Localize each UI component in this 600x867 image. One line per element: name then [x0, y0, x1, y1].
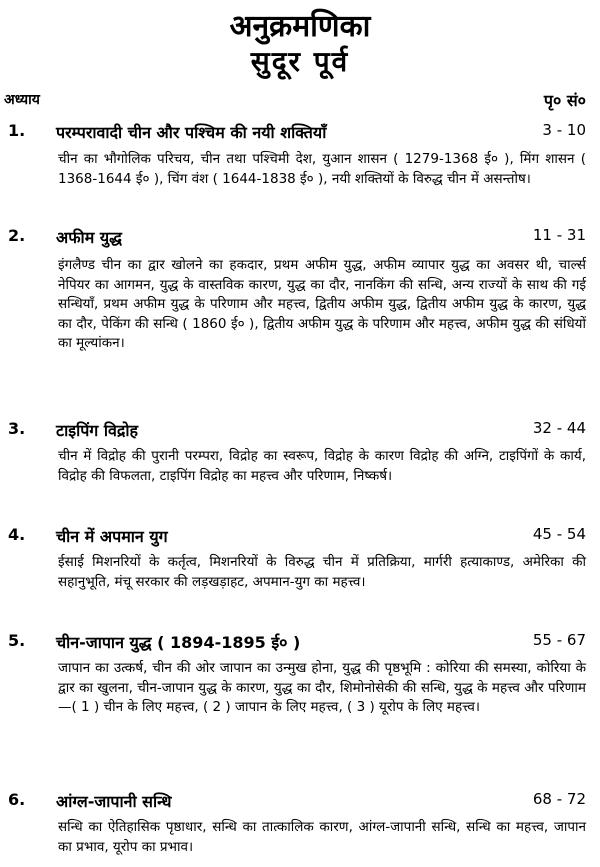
chapter-description: चीन में विद्रोह की पुरानी परम्परा, विद्रोह का स्वरूप, विद्रोह के कारण विद्रोह की अग्नि, टाइपिंगों के कार्य, विद्रोह की विफलता, टाइपिंग विद्रोह का महत्त्व और परिणाम, निष्कर्ष।: [58, 448, 586, 484]
chapter-title: चीन-जापान युद्ध ( 1894-1895 ई० ): [56, 633, 301, 652]
chapter-description: ईसाई मिशनरियों के कर्तृत्व, मिशनरियों के विरुद्ध चीन में प्रतिक्रिया, मार्गरी हत्याकाण्ड, अमेरिका की सहानुभूति, मंचू सरकार की लड़खड़ाहट, अपमान-युग का महत्त्व।: [58, 554, 586, 590]
chapter-pages: 11 - 31: [532, 226, 586, 244]
chapter-pages: 3 - 10: [542, 121, 586, 139]
chapter-description: सन्धि का ऐतिहासिक पृष्ठाधार, सन्धि का तात्कालिक कारण, आंग्ल-जापानी सन्धि, सन्धि का महत्त्व, जापान का प्रभाव, यूरोप का प्रभाव।: [58, 819, 586, 855]
chapter-title: अफीम युद्ध: [56, 228, 122, 247]
chapter-number: 5.: [8, 631, 26, 650]
chapter-pages: 55 - 67: [532, 631, 586, 649]
chapter-description: जापान का उत्कर्ष, चीन की ओर जापान का उन्मुख होना, युद्ध की पृष्ठभूमि : कोरिया की समस्या, कोरिया के द्वार का खुलना, चीन-जापान युद्ध के कारण, युद्ध का दौर, शिमोनोसेकी की सन्धि, युद्ध के महत्त्व और परिणाम—( 1 ) चीन के लिए महत्त्व, ( 2 ) जापान के लिए महत्त्व, ( 3 ) यूरोप के लिए महत्त्व।: [58, 660, 586, 715]
chapter-description: इंगलैण्ड चीन का द्वार खोलने का हकदार, प्रथम अफीम युद्ध, अफीम व्यापार युद्ध का अवसर थी, चार्ल्स नेपियर का आगमन, युद्ध के वास्तविक कारण, युद्ध का दौर, नानकिंग की सन्धि, अन्य राज्यों के साथ की गई सन्धियाँ, प्रथम अफीम युद्ध के परिणाम और महत्त्व, द्वितीय अफीम युद्ध, द्वितीय अफीम युद्ध के कारण, युद्ध का दौर, पेकिंग की सन्धि ( 1860 ई० ), द्वितीय अफीम युद्ध के परिणाम और महत्त्व, अफीम युद्ध की संधियों का मूल्यांकन।: [58, 257, 586, 351]
chapter-number: 1.: [8, 121, 26, 140]
chapter-column-header: अध्याय: [4, 92, 40, 108]
chapter-title: परम्परावादी चीन और पश्चिम की नयी शक्तियाँ: [56, 123, 327, 142]
page-column-header: पृ० सं०: [543, 91, 586, 110]
chapter-number: 4.: [8, 525, 26, 544]
page-title: अनुक्रमणिका: [229, 9, 371, 44]
chapter-title: टाइपिंग विद्रोह: [56, 421, 139, 440]
chapter-title: आंग्ल-जापानी सन्धि: [56, 792, 172, 811]
chapter-number: 6.: [8, 790, 26, 809]
chapter-pages: 45 - 54: [532, 525, 586, 543]
page-subtitle: सुदूर पूर्व: [250, 45, 350, 78]
chapter-description: चीन का भौगोलिक परिचय, चीन तथा पश्चिमी देश, युआन शासन ( 1279-1368 ई० ), मिंग शासन ( 1368-1644 ई० ), चिंग वंश ( 1644-1838 ई० ), नयी शक्तियों के विरुद्ध चीन में असन्तोष।: [58, 151, 586, 187]
chapter-number: 3.: [8, 419, 26, 438]
chapter-number: 2.: [8, 226, 26, 245]
chapter-pages: 32 - 44: [532, 419, 586, 437]
chapter-title: चीन में अपमान युग: [56, 527, 168, 546]
chapter-pages: 68 - 72: [532, 790, 586, 808]
